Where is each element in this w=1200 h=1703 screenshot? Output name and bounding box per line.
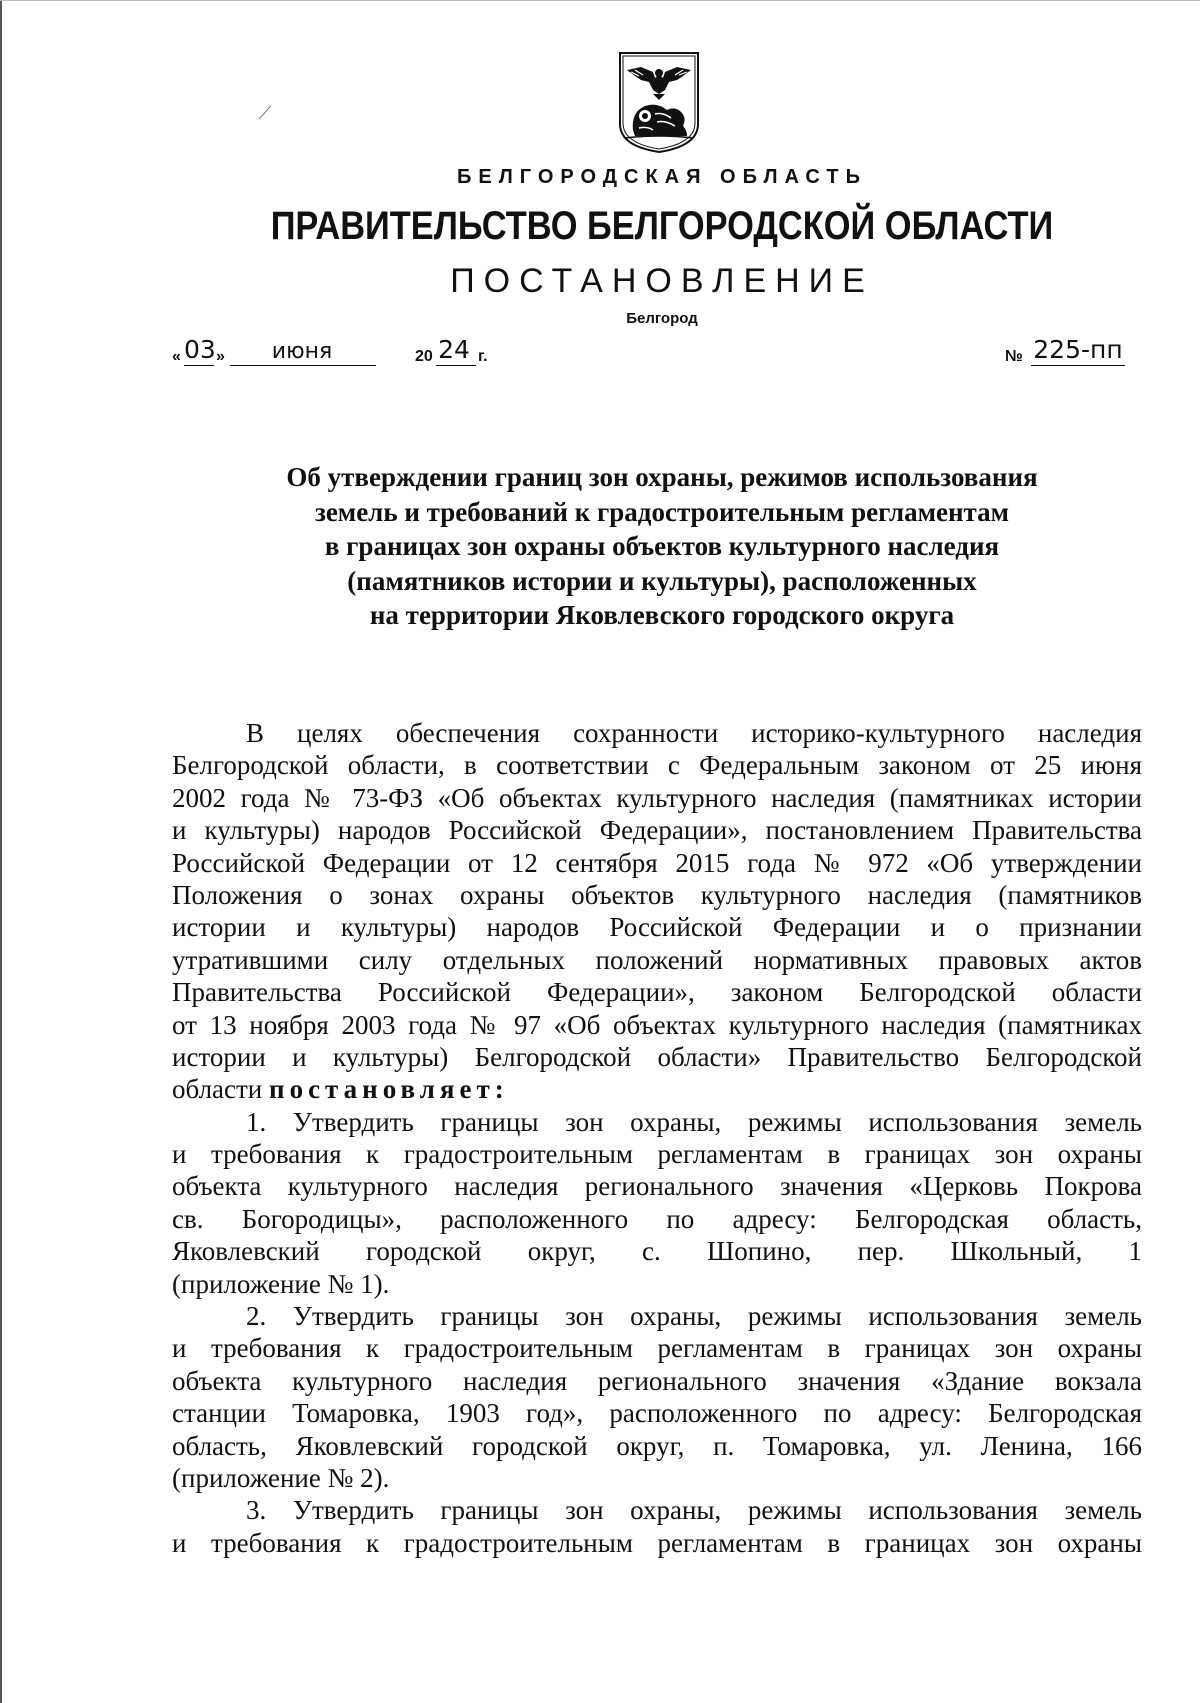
item2-line: объекта культурного наследия регионального значения «Здание вокзала: [172, 1365, 1142, 1396]
item3-line: 3. Утвердить границы зон охраны, режимы использования земель: [246, 1495, 1142, 1526]
date-year-prefix: 20: [415, 348, 433, 365]
date-year-suffix: г.: [478, 348, 488, 365]
date-open-quote: «: [172, 348, 181, 365]
item1-line: объекта культурного наследия регионального значения «Церковь Покрова: [172, 1171, 1142, 1202]
title-line: на территории Яковлевского городского округа: [369, 600, 955, 630]
item3-line: и требования к градостроительным регламентам в границах зон охраны: [172, 1527, 1142, 1558]
preamble-line: Положения о зонах охраны объектов культурного наследия (памятников: [172, 879, 1142, 910]
item1-line: св. Богородицы», расположенного по адресу: Белгородская область,: [172, 1203, 1142, 1234]
item2-line: и требования к градостроительным регламентам в границах зон охраны: [172, 1333, 1142, 1364]
date-month: июня: [271, 339, 333, 364]
document-type-heading: ПОСТАНОВЛЕНИЕ: [450, 262, 874, 300]
preamble-line: 2002 года № 73-ФЗ «Об объектах культурного наследия (памятниках истории: [172, 782, 1142, 813]
number-line: [1005, 336, 1125, 366]
item2-last-line: (приложение № 2).: [172, 1462, 390, 1493]
decree-word: постановляет:: [269, 1074, 509, 1105]
item1-line: и требования к градостроительным регламентам в границах зон охраны: [172, 1139, 1142, 1170]
coat-of-arms-icon: [617, 50, 701, 154]
preamble-last-text: области: [172, 1074, 263, 1105]
scan-edge-left: [0, 0, 2, 1703]
item1-line: Яковлевский городской округ, с. Шопино, пер. Школьный, 1: [172, 1236, 1142, 1267]
item2-line: станции Томаровка, 1903 год», расположенного по адресу: Белгородская: [172, 1398, 1142, 1429]
date-close-quote: »: [216, 348, 225, 365]
preamble-line: утратившими силу отдельных положений нормативных правовых актов: [172, 944, 1142, 975]
scan-edge-top: [0, 0, 1200, 1]
city-label: Белгород: [626, 310, 698, 327]
item1-last-line: (приложение № 1).: [172, 1268, 390, 1299]
preamble-line: Белгородской области, в соответствии с Федеральным законом от 25 июня: [172, 750, 1142, 781]
preamble-line: истории и культуры) народов Российской Федерации и о признании: [172, 912, 1142, 943]
preamble-line: истории и культуры) Белгородской области» Правительство Белгородской: [172, 1041, 1142, 1072]
title-line: Об утверждении границ зон охраны, режимов использования: [286, 462, 1038, 492]
date-month-underline: [230, 365, 376, 366]
title-line: в границах зон охраны объектов культурного наследия: [324, 531, 1000, 561]
date-day: 03: [184, 335, 216, 364]
document-number: 225-пп: [1033, 335, 1123, 364]
date-day-underline: [184, 365, 214, 366]
item1-line: 1. Утвердить границы зон охраны, режимы использования земель: [246, 1106, 1142, 1137]
date-year-underline: [436, 365, 476, 366]
title-line: (памятников истории и культуры), расположенных: [347, 565, 977, 596]
number-underline: [1031, 365, 1125, 366]
preamble-last-line: [172, 1073, 1142, 1105]
item2-line: 2. Утвердить границы зон охраны, режимы использования земель: [246, 1301, 1142, 1332]
preamble-line: Российской Федерации от 12 сентября 2015 года № 972 «Об утверждении: [172, 847, 1142, 878]
pencil-mark: [259, 105, 272, 119]
preamble-line: от 13 ноября 2003 года № 97 «Об объектах культурного наследия (памятниках: [172, 1009, 1142, 1040]
government-heading: ПРАВИТЕЛЬСТВО БЕЛГОРОДСКОЙ ОБЛАСТИ: [270, 204, 1054, 248]
document-body: [172, 717, 1142, 1559]
item2-line: область, Яковлевский городской округ, п. Томаровка, ул. Ленина, 166: [172, 1430, 1142, 1461]
preamble-line: и культуры) народов Российской Федерации», постановлением Правительства: [172, 815, 1142, 846]
number-label: №: [1005, 348, 1023, 365]
document-title: [220, 460, 1104, 633]
title-line: земель и требований к градостроительным регламентам: [314, 496, 1010, 527]
preamble-line: В целях обеспечения сохранности историко-культурного наследия: [246, 718, 1142, 748]
preamble-line: Правительства Российской Федерации», законом Белгородской области: [172, 977, 1142, 1008]
region-heading: БЕЛГОРОДСКАЯ ОБЛАСТЬ: [457, 166, 867, 188]
date-year: 24: [438, 335, 470, 364]
